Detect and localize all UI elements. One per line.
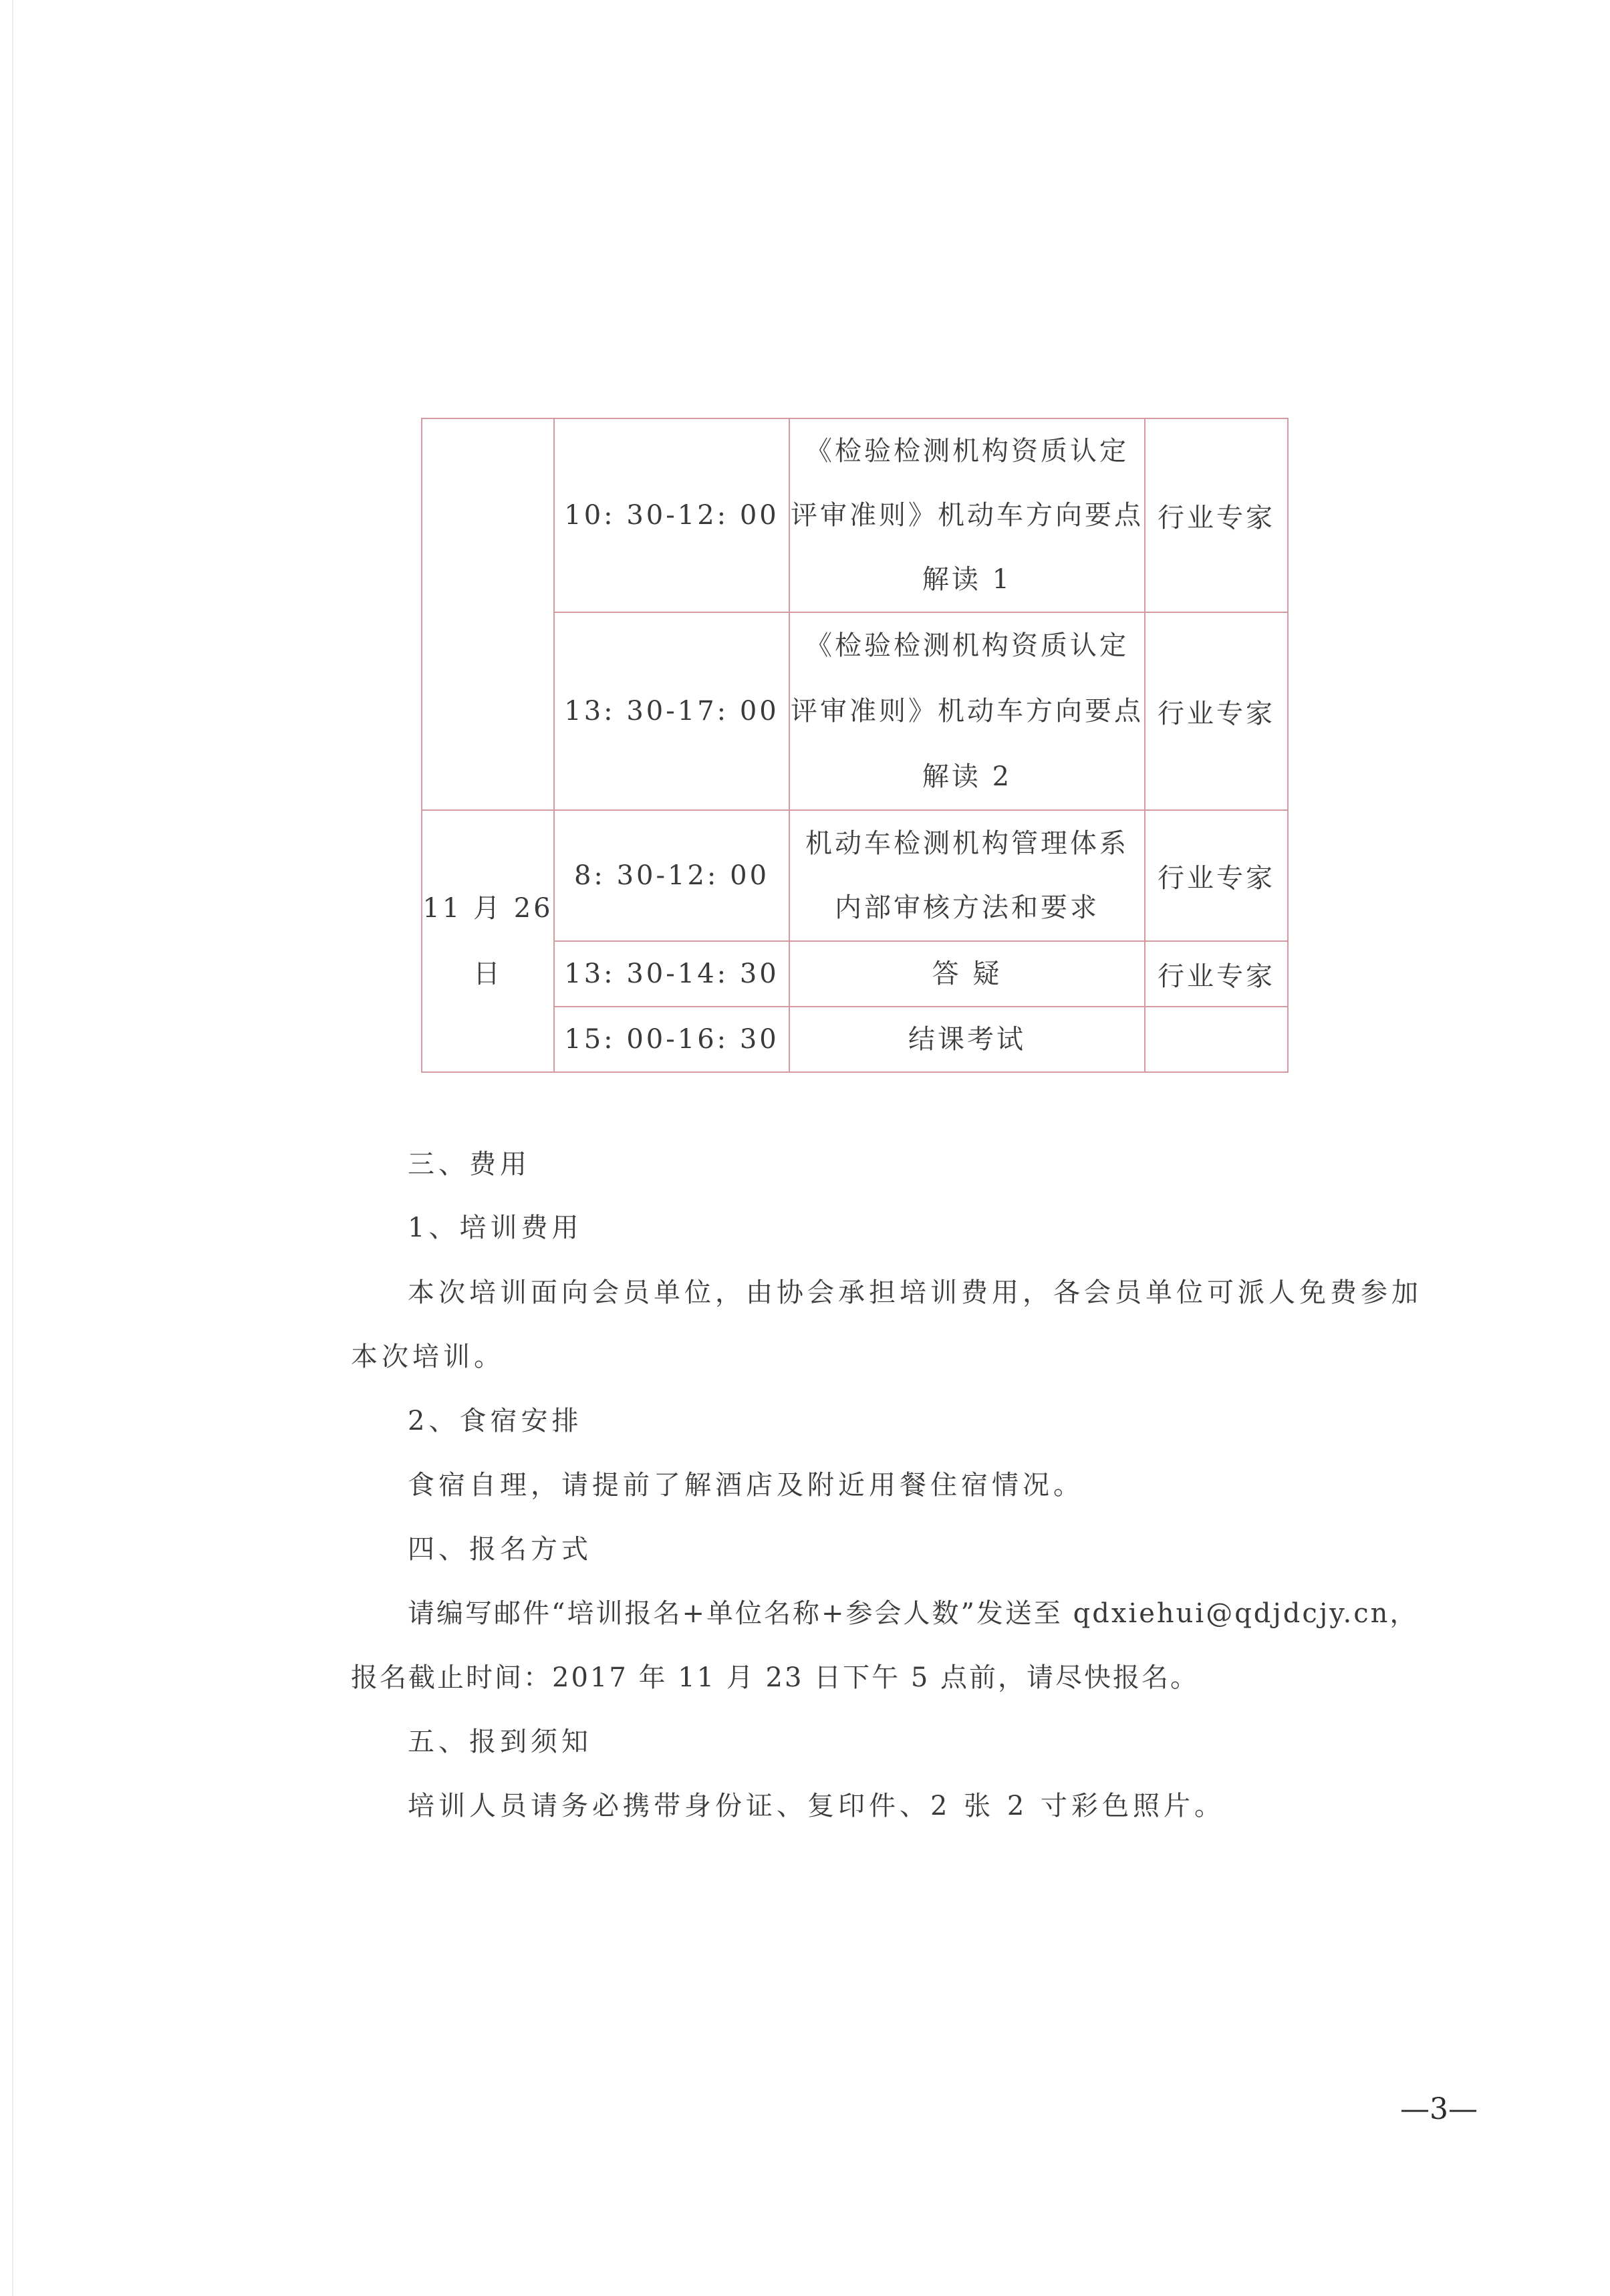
table-row [422, 810, 1288, 941]
time-cell: 10: 30-12: 00 [554, 418, 789, 612]
topic-line: 内部审核方法和要求 [835, 892, 1099, 923]
topic-line: 评审准则》机动车方向要点 [791, 696, 1144, 727]
date-line: 日 [473, 959, 503, 989]
time-cell: 13: 30-14: 30 [554, 941, 789, 1007]
paragraph-line: 请编写邮件“培训报名+单位名称+参会人数”发送至 qdxiehui@qdjdcjy.cn， [408, 1598, 1419, 1629]
topic-cell [789, 941, 1145, 1007]
topic-line: 解读 1 [922, 564, 1013, 595]
paragraph-line: 本次培训。 [351, 1342, 505, 1372]
topic-cell [789, 418, 1145, 612]
fee-item-heading: 1、培训费用 [408, 1213, 583, 1243]
date-cell-empty [422, 418, 554, 810]
lodging-item-heading: 2、食宿安排 [408, 1406, 583, 1436]
page-number: —3— [1400, 2092, 1478, 2126]
topic-line: 《检验检测机构资质认定 [805, 630, 1129, 661]
speaker-cell [1145, 1007, 1288, 1072]
paragraph-line: 食宿自理，请提前了解酒店及附近用餐住宿情况。 [408, 1470, 1084, 1501]
topic-cell [789, 810, 1145, 941]
time-cell: 15: 00-16: 30 [554, 1007, 789, 1072]
section-signup-heading: 四、报名方式 [408, 1534, 592, 1565]
topic-line: 结课考试 [908, 1024, 1026, 1055]
scan-edge [12, 0, 13, 2296]
speaker-cell: 行业专家 [1145, 418, 1288, 612]
time-cell: 13: 30-17: 00 [554, 612, 789, 810]
section-fee-heading: 三、费用 [408, 1149, 531, 1180]
topic-line: 机动车检测机构管理体系 [805, 828, 1129, 859]
topic-line: 《检验检测机构资质认定 [805, 436, 1129, 467]
training-schedule-table [421, 418, 1289, 1073]
speaker-cell: 行业专家 [1145, 941, 1288, 1007]
speaker-cell: 行业专家 [1145, 810, 1288, 941]
date-line: 11 月 26 [422, 893, 553, 924]
paragraph-line: 培训人员请务必携带身份证、复印件、2 张 2 寸彩色照片。 [408, 1791, 1226, 1821]
topic-line: 评审准则》机动车方向要点 [791, 500, 1144, 531]
paragraph-line: 报名截止时间：2017 年 11 月 23 日下午 5 点前，请尽快报名。 [351, 1662, 1200, 1693]
topic-line: 解读 2 [922, 761, 1013, 792]
table-row [422, 418, 1288, 612]
section-report-heading: 五、报到须知 [408, 1727, 592, 1757]
topic-line: 答 疑 [932, 959, 1002, 989]
paragraph-line: 本次培训面向会员单位，由协会承担培训费用，各会员单位可派人免费参加 [408, 1277, 1422, 1308]
time-cell: 8: 30-12: 00 [554, 810, 789, 941]
speaker-cell: 行业专家 [1145, 612, 1288, 810]
date-cell [422, 810, 554, 1072]
topic-cell [789, 1007, 1145, 1072]
topic-cell [789, 612, 1145, 810]
